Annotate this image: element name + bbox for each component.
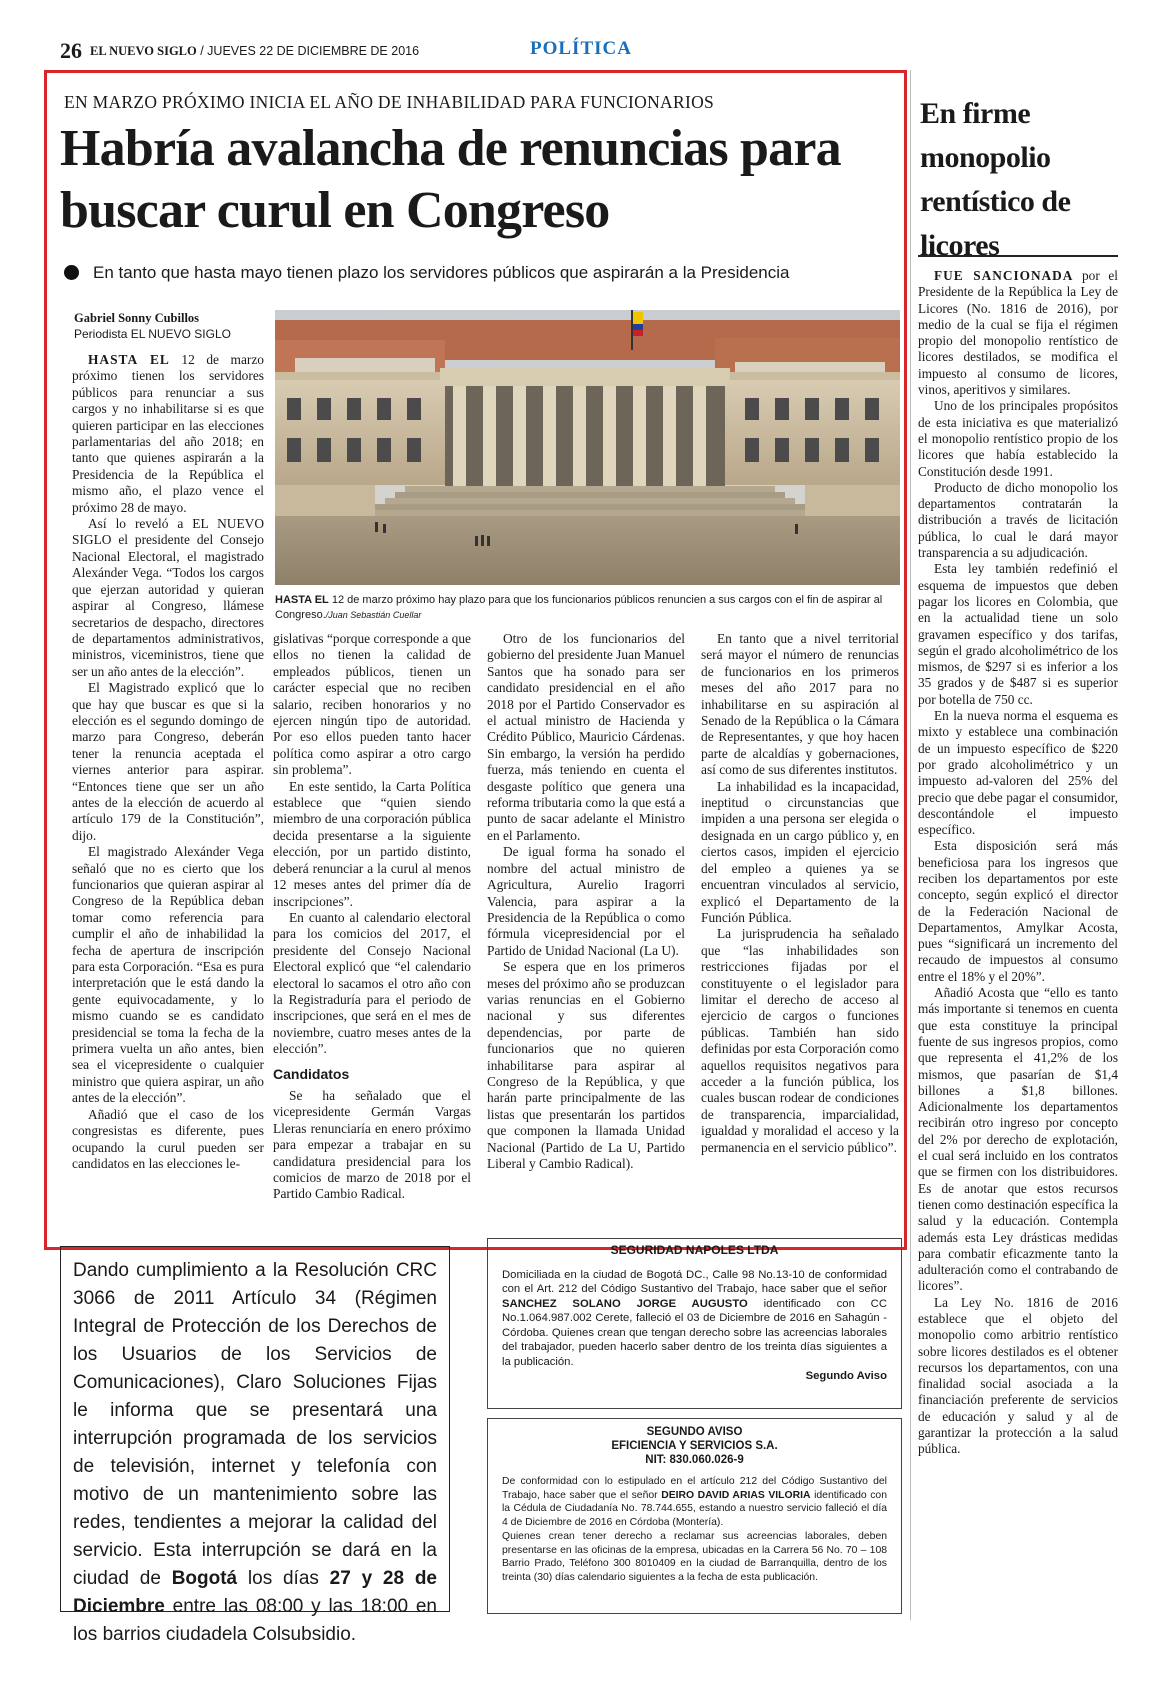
- paragraph: Así lo reveló a EL NUEVO SIGLO el presidente del Consejo Nacional Electoral, el magistrado Alexánder Vega. “Todos los cargos que ejerzan autoridad y quieran aspirar al Congreso, llámese secretarios de despacho, directores de departamentos administrativos, ministros, viceministros, tiene que ser un año antes de la elección”.: [72, 516, 264, 679]
- lead-in: FUE SANCIONADA: [934, 268, 1074, 283]
- notice-title-line: SEGUNDO AVISO: [646, 1426, 743, 1438]
- paragraph: Añadió Acosta que “ello es tanto más importante si tenemos en cuenta que esta constituye la principal fuente de sus ingresos propios, como que representa el 41,2% de los mismos, que pasarían de $1,4 billones a $1,8 billones. Adicionalmente los departamentos recibirán otro ingreso por concepto del 2% por derecho de explotación, el cual será incluido en los contratos que se firmen con los distribuidores. Es de anotar que estos recursos tienen como destinación específica la salud y la educación. Contempla además esta Ley drásticas medidas para combatir eficazmente tanto la adulteración como el contrabando de licores”.: [918, 985, 1118, 1294]
- paragraph: El Magistrado explicó que lo que hay que buscar es que si la elección es el segundo domingo de marzo para Congreso, deberán tener la renuncia aceptada el viernes anterior para aspirar. “Entonces tiene que ser un año antes de la elección de acuerdo al artículo 179 de la Constitución”, dijo.: [72, 680, 264, 843]
- photo-credit: /Juan Sebastián Cuellar: [325, 610, 422, 620]
- article-column-2: [273, 631, 471, 1203]
- notice-city: Bogotá: [171, 1568, 238, 1589]
- paragraph: En cuanto al calendario electoral para los comicios del 2017, el presidente del Consejo Nacional Electoral explicó que “el calendario electoral lo sacamos el otro año con la Registraduría para el periodo de inscripciones, que será en el mes de noviembre, cuatro meses antes de la elección”.: [273, 909, 471, 1057]
- capitol-photo: [275, 310, 900, 585]
- publication-date: / JUEVES 22 DE DICIEMBRE DE 2016: [200, 44, 420, 58]
- paragraph: Esta ley también redefinió el esquema de impuestos que deben pagar los licores en Colombia, que en la actualidad tiene un solo gravamen específico y dos tarifas, según el grado alcoholimétrico de los mismos, de $297 si es inferior a los 35 grados y de $487 si es superior por botella de 750 cc.: [918, 561, 1118, 707]
- notice-nit: NIT: 830.060.026-9: [645, 1454, 744, 1466]
- paragraph: Uno de los principales propósitos de esta iniciativa es que materializó el monopolio rentístico propio de los licores que había establecido la Constitución desde 1991.: [918, 398, 1118, 479]
- byline-role: Periodista EL NUEVO SIGLO: [74, 327, 231, 341]
- napoles-notice: [487, 1238, 902, 1409]
- deck-text: En tanto que hasta mayo tienen plazo los servidores públicos que aspirarán a la Presidencia: [93, 263, 790, 282]
- article-column-1: [72, 352, 264, 1172]
- notice-text: identificado con la Cédula de Ciudadanía No. 78.744.655, estando a nuestro servicio falleció el día 4 de Diciembre de 2016 en Córdoba (Montería).: [502, 1489, 887, 1529]
- paragraph: En la nueva norma el esquema es mixto y establece una combinación de un impuesto específico de $220 por grado alcoholimétrico y un impuesto ad-valoren del 25% del precio que debe pagar el consumidor, descontándole el impuesto específico.: [918, 708, 1118, 838]
- byline-name: Gabriel Sonny Cubillos: [74, 311, 200, 325]
- claro-notice: [60, 1246, 450, 1645]
- photo-caption: [275, 593, 905, 623]
- column-divider: [910, 70, 911, 1620]
- notice-text: Domiciliada en la ciudad de Bogotá DC., Calle 98 No.13-10 de conformidad con el Art. 212 del Código Sustantivo del Trabajo, hace saber que el señor: [502, 1268, 887, 1295]
- section-label: POLÍTICA: [530, 38, 632, 59]
- paragraph: De igual forma ha sonado el nombre del actual ministro de Agricultura, Aurelio Iragorri Valencia, para aspirar a la Presidencia de la República o como fórmula vicepresidencial por el Partido de Unidad Nacional (La U).: [487, 844, 685, 958]
- notice-sequence: Segundo Aviso: [805, 1370, 887, 1382]
- side-article-headline: En firme monopolio rentístico de licores: [920, 97, 1071, 262]
- notice-text: De conformidad con lo estipulado en el artículo 212 del Código Sustantivo del Trabajo, hace saber que el señor: [502, 1476, 887, 1501]
- notice-body: [502, 1475, 887, 1530]
- paragraph: En tanto que a nivel territorial será mayor el número de renuncias de funcionarios en los primeros meses del año 2017 para no inhabilitarse en su aspiración al Senado de la República o la Cámara de Representantes, y que hoy hacen parte de alcaldías y gobernaciones, así como de sus diferentes institutos.: [701, 631, 899, 778]
- notice-text: entre las 08:00 y las 18:00 en los barrios ciudadela Colsubsidio.: [73, 1596, 437, 1645]
- lead-in: HASTA EL: [88, 352, 170, 367]
- paragraph: La Ley No. 1816 de 2016 establece que el objeto del monopolio como arbitrio rentístico sobre licores destilados es el obtener recursos los departamentos, con una finalidad social asociada a la financiación preferente de servicios de educación y salud y al de garantizar la protección a la salud pública.: [918, 1294, 1118, 1457]
- notice-person: SANCHEZ SOLANO JORGE AUGUSTO: [502, 1297, 748, 1310]
- notice-text: los días: [237, 1568, 330, 1589]
- paragraph: Esta disposición será más beneficiosa para los ingresos que reciben los departamentos por este concepto, según explicó el director de la Federación Nacional de Departamentos, Amylkar Acosta, pues “significará un incremento del recaudo de impuestos al consumo entre el 18% y el 20%”.: [918, 838, 1118, 984]
- side-article-body: [918, 268, 1118, 1458]
- paragraph-text: por el Presidente de la República la Ley de Licores (No. 1816 de 2016), por medio de la cual se fija el régimen propio del monopolio rentístico de licores destilados, se modifica el impuesto al consumo de licores, vinos, aperitivos y similares.: [918, 268, 1118, 398]
- paragraph: Se espera que en los primeros meses del próximo año se produzcan varias renuncias en el Gobierno nacional y sus diferentes dependencias, por parte de funcionarios que no quieren inhabilitarse para aspirar al Congreso de la República, y que harán parte principalmente de las listas que presentarán los partidos que componen la llamada Unidad Nacional (Partido de La U, Partido Liberal y Cambio Radical).: [487, 959, 685, 1171]
- paragraph: Se ha señalado que el vicepresidente Germán Vargas Lleras renunciaría en enero próximo para empezar a trabajar en su candidatura presidencial para los comicios de marzo de 2018 por el Partido Cambio Radical.: [273, 1087, 471, 1202]
- eficiencia-notice: [487, 1418, 902, 1614]
- notice-title: SEGURIDAD NAPOLES LTDA: [610, 1243, 779, 1257]
- bullet-icon: [64, 265, 79, 280]
- paragraph: [72, 352, 264, 516]
- notice-days: 27 y 28 de Diciembre: [73, 1568, 437, 1617]
- paragraph-text: 12 de marzo próximo tienen los servidores públicos para renunciar a sus cargos y no inhabilitarse si es que quieren participar en las elecciones parlamentarias del año 2018; en tanto que quienes aspirarán a la Presidencia de la República el mismo año, el plazo vence el próximo 28 de mayo.: [72, 352, 264, 515]
- publication-line: [90, 44, 419, 59]
- notice-body: [502, 1268, 887, 1370]
- side-headline-rule: [918, 255, 1118, 257]
- notice-company: EFICIENCIA Y SERVICIOS S.A.: [611, 1440, 778, 1452]
- article-column-3: [487, 631, 685, 1172]
- notice-person: DEIRO DAVID ARIAS VILORIA: [661, 1489, 811, 1501]
- caption-lead: HASTA EL: [275, 594, 329, 606]
- notice-text: Dando cumplimiento a la Resolución CRC 3066 de 2011 Artículo 34 (Régimen Integral de Protección de los Derechos de los Usuarios de los Servicios de Comunicaciones), Claro Soluciones Fijas le informa que se presentará una interrupción programada de los servicios de televisión, internet y telefonía con motivo de un mantenimiento sobre las redes, tendientes a mejorar la calidad del servicio. Esta interrupción se dará en la ciudad de: [73, 1260, 437, 1589]
- paragraph: El magistrado Alexánder Vega señaló que no es cierto que los funcionarios que quieran aspirar al Congreso de la República deban tomar como referencia para cumplir el año de inhabilidad la fecha de apertura de inscripción para esta Corporación. “Esa es pura interpretación que le está dando la gente equivocadamente, y lo mismo cuando se es candidato presidencial se toma la fecha de la primera vuelta un año antes, bien sea el vicepresidente o cualquier ministro que quiera aspirar, un año antes de la elección”.: [72, 844, 264, 1106]
- subheading: Candidatos: [273, 1065, 350, 1082]
- article-column-4: [701, 631, 899, 1156]
- paragraph: En este sentido, la Carta Política establece que “quien siendo miembro de una corporación pública decida presentarse a la siguiente elección, por un partido distinto, deberá renunciar a la curul al menos 12 meses antes del primer día de inscripciones”.: [273, 778, 471, 909]
- paragraph: La inhabilidad es la incapacidad, ineptitud o circunstancias que impiden a una persona ser elegida o designada en un cargo público y, en ciertos casos, impiden el ejercicio del empleo a quienes ya se encuentran vinculados al servicio, explicó el Departamento de la Función Pública.: [701, 778, 899, 925]
- paragraph: Añadió que el caso de los congresistas es diferente, pues ocupando la curul pueden ser candidatos en las elecciones le-: [72, 1106, 264, 1171]
- article-deck: [64, 263, 904, 283]
- notice-body-2: Quienes crean tener derecho a reclamar sus acreencias laborales, deben presentarse en las oficinas de la empresa, ubicadas en la Carrera 56 No. 70 – 108 Barrio Prado, Teléfono 300 8010409 en la ciudad de Barranquilla, dentro de los treinta (30) días calendario siguientes a la fecha de esta publicación.: [502, 1530, 887, 1583]
- notice-text: identificado con CC No.1.064.987.002 Cerete, falleció el 03 de Diciembre de 2016 en Sahagún - Córdoba. Quienes crean que tengan derecho sobre las acreencias laborales del trabajador, pueden hacerlo saber dentro de los treinta días siguientes a la publicación.: [502, 1297, 887, 1368]
- paragraph: [918, 268, 1118, 398]
- page-number: 26: [60, 38, 82, 63]
- paragraph: Otro de los funcionarios del gobierno del presidente Juan Manuel Santos que ha sonado para ser candidato presidencial en el año 2018 por el Partido Conservador es el actual ministro de Hacienda y Crédito Público, Mauricio Cárdenas. Sin embargo, la versión ha perdido fuerza, más teniendo en cuenta el desgaste político que genera una reforma tributaria como la que está a punto de sacar adelante el Ministro en el Parlamento.: [487, 631, 685, 843]
- paragraph: gislativas “porque corresponde a que ellos no tienen la calidad de empleados públicos, tienen un carácter especial que no reciben salario, reciben honorarios y no ejercen ningún tipo de autoridad. Por eso ellos pueden tanto hacer política como aspirar a otro cargo sin problema”.: [273, 631, 471, 778]
- article-kicker: EN MARZO PRÓXIMO INICIA EL AÑO DE INHABILIDAD PARA FUNCIONARIOS: [64, 92, 715, 112]
- publication-name: EL NUEVO SIGLO: [90, 44, 197, 58]
- paragraph: Producto de dicho monopolio los departamentos contratarán la distribución a través de licitación pública, lo cual le dará mayor transparencia a su adjudicación.: [918, 479, 1118, 561]
- paragraph: La jurisprudencia ha señalado que “las inhabilidades son restricciones fijadas por el constituyente o el legislador para limitar el derecho de acceso al ejercicio de cargos o funciones públicas. También han sido definidas por esta Corporación como aquellos requisitos negativos para acceder a la función pública, los cuales buscan rodear de condiciones de transparencia, imparcialidad, igualdad y moralidad el acceso y la permanencia en el servicio público”.: [701, 926, 899, 1155]
- caption-text: 12 de marzo próximo hay plazo para que los funcionarios públicos renuncien a sus cargos con el fin de aspirar al Congreso.: [275, 594, 883, 621]
- capitol-illustration: [275, 310, 900, 585]
- article-headline: Habría avalancha de renuncias para buscar curul en Congreso: [60, 120, 841, 239]
